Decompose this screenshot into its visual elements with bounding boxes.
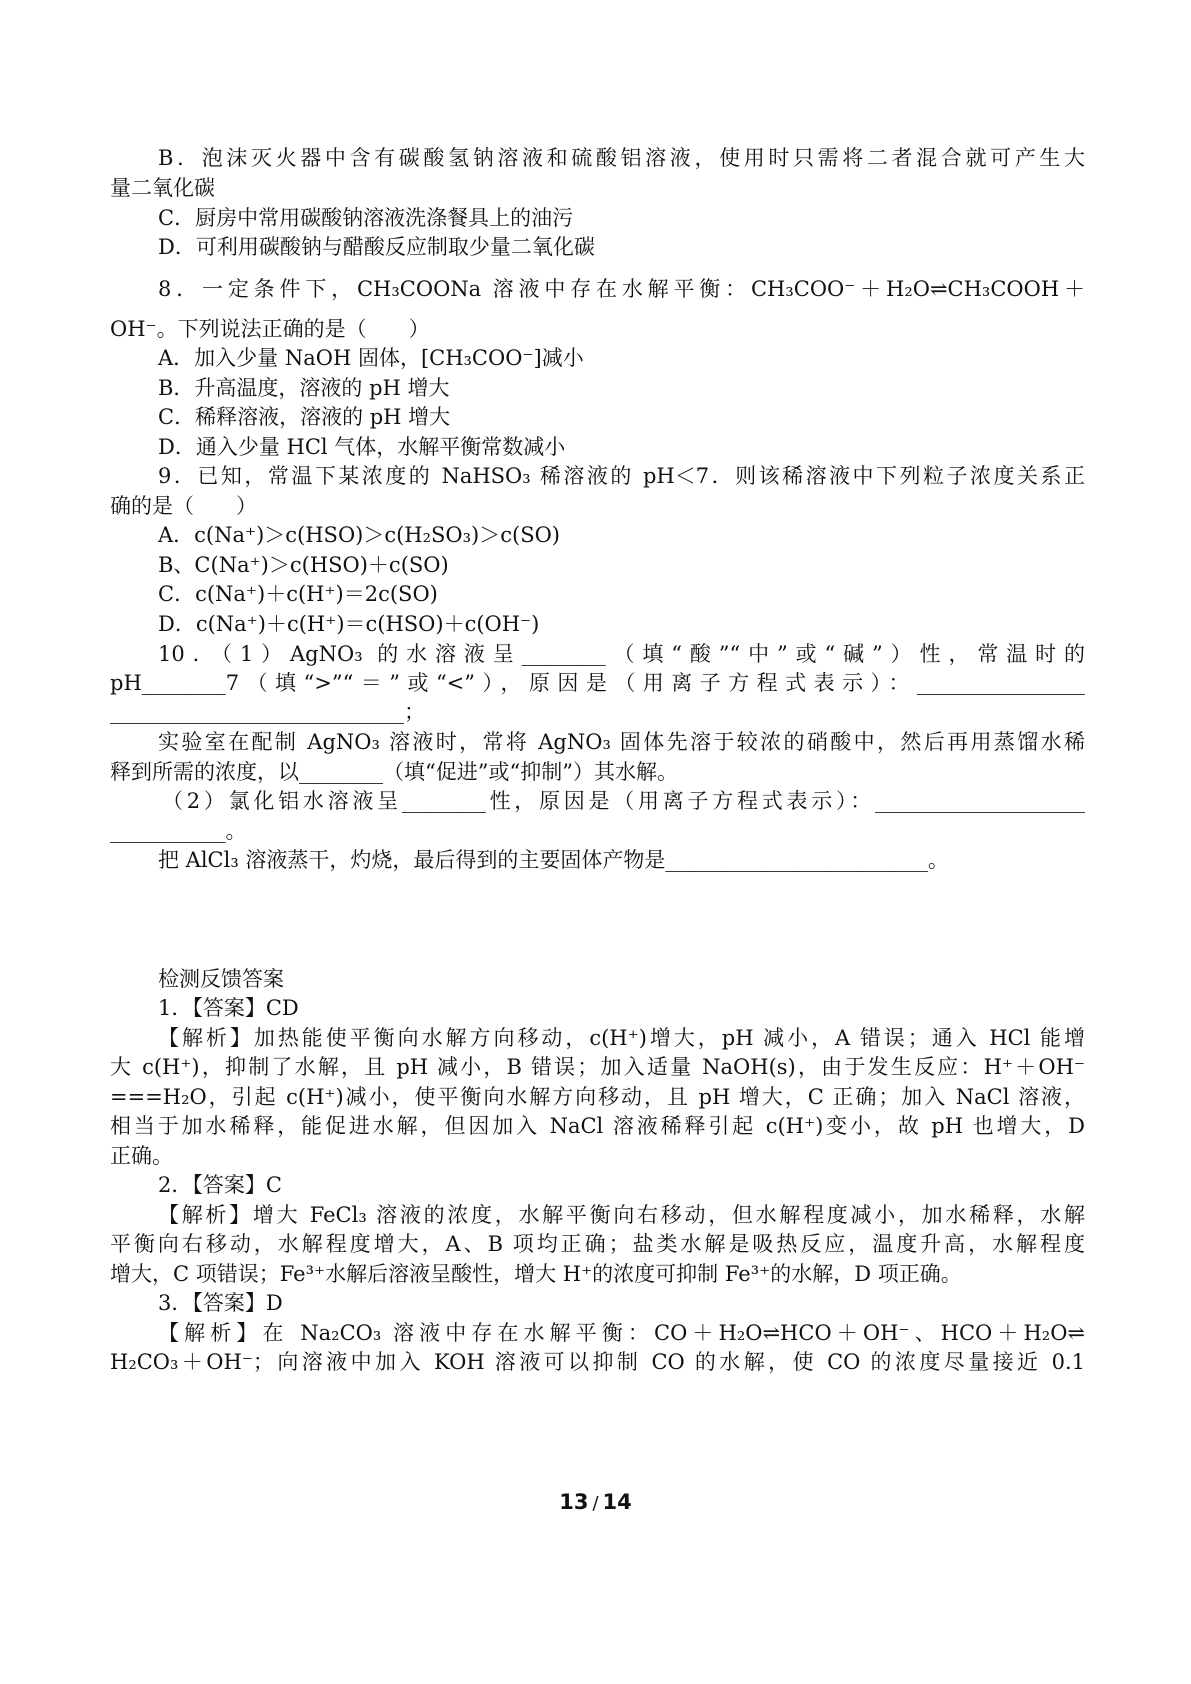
page-number bbox=[0, 1490, 1191, 1514]
text-line: ===H₂O，引起 c(H⁺)减小，使平衡向水解方向移动，且 pH 增大，C 正确；加入 NaCl 溶液， bbox=[110, 1085, 1085, 1109]
text-line: 10．（1）AgNO₃ 的水溶液呈________（填“酸”“中”或“碱”）性，常温时的 bbox=[158, 642, 1085, 666]
page-separator: / bbox=[592, 1493, 599, 1514]
text-line: OH⁻。下列说法正确的是（ ） bbox=[110, 317, 430, 341]
text-line: C．稀释溶液，溶液的 pH 增大 bbox=[158, 405, 451, 429]
section-heading: 检测反馈答案 bbox=[158, 967, 284, 991]
text-line: 实验室在配制 AgNO₃ 溶液时，常将 AgNO₃ 固体先溶于较浓的硝酸中，然后再用蒸馏水稀 bbox=[158, 730, 1085, 754]
text-line: 3．【答案】D bbox=[158, 1291, 283, 1315]
text-line: D．通入少量 HCl 气体，水解平衡常数减小 bbox=[158, 435, 566, 459]
page-total: 14 bbox=[602, 1490, 632, 1514]
text-line: H₂CO₃＋OH⁻；向溶液中加入 KOH 溶液可以抑制 CO 的水解，使 CO 的浓度尽量接近 0.1 bbox=[110, 1350, 1085, 1374]
text-line: A．加入少量 NaOH 固体，[CH₃COO⁻]减小 bbox=[158, 346, 584, 370]
text-line: B．泡沫灭火器中含有碳酸氢钠溶液和硫酸铝溶液，使用时只需将二者混合就可产生大 bbox=[158, 146, 1085, 170]
text-line: B、C(Na⁺)＞c(HSO)＋c(SO) bbox=[158, 553, 449, 577]
text-line: 2．【答案】C bbox=[158, 1173, 282, 1197]
page-current: 13 bbox=[559, 1490, 589, 1514]
text-line: C．厨房中常用碳酸钠溶液洗涤餐具上的油污 bbox=[158, 206, 574, 230]
text-line: A．c(Na⁺)＞c(HSO)＞c(H₂SO₃)＞c(SO) bbox=[158, 523, 561, 547]
text-line: 【解析】加热能使平衡向水解方向移动，c(H⁺)增大，pH 减小，A 错误；通入 HCl 能增 bbox=[158, 1026, 1085, 1050]
text-line: 量二氧化碳 bbox=[110, 176, 215, 200]
text-line: 释到所需的浓度，以________（填“促进”或“抑制”）其水解。 bbox=[110, 760, 678, 784]
text-line: B．升高温度，溶液的 pH 增大 bbox=[158, 376, 450, 400]
text-line: （2）氯化铝水溶液呈________性，原因是（用离子方程式表示）：____________________ bbox=[162, 789, 1085, 813]
text-line: 9．已知，常温下某浓度的 NaHSO₃ 稀溶液的 pH＜7．则该稀溶液中下列粒子浓度关系正 bbox=[158, 464, 1085, 488]
text-line: 平衡向右移动，水解程度增大，A、B 项均正确；盐类水解是吸热反应，温度升高，水解程度 bbox=[110, 1232, 1085, 1256]
text-line: 8．一定条件下，CH₃COONa 溶液中存在水解平衡：CH₃COO⁻＋H₂O⇌CH₃COOH＋ bbox=[158, 277, 1085, 301]
text-line: 【解析】在 Na₂CO₃ 溶液中存在水解平衡：CO＋H₂O⇌HCO＋OH⁻、HCO＋H₂O⇌ bbox=[158, 1321, 1085, 1345]
text-line: 增大，C 项错误；Fe³⁺水解后溶液呈酸性，增大 H⁺的浓度可抑制 Fe³⁺的水解，D 项正确。 bbox=[110, 1262, 962, 1286]
text-line: ___________。 bbox=[110, 819, 247, 843]
text-line: 【解析】增大 FeCl₃ 溶液的浓度，水解平衡向右移动，但水解程度减小，加水稀释，水解 bbox=[158, 1203, 1085, 1227]
text-line: D．c(Na⁺)＋c(H⁺)＝c(HSO)＋c(OH⁻) bbox=[158, 612, 540, 636]
text-line: 把 AlCl₃ 溶液蒸干，灼烧，最后得到的主要固体产物是_________________________。 bbox=[158, 848, 949, 872]
text-line: pH________7（填“>”“＝”或“<”），原因是（用离子方程式表示）：________________ bbox=[110, 671, 1085, 695]
text-line: D．可利用碳酸钠与醋酸反应制取少量二氧化碳 bbox=[158, 235, 595, 259]
text-line: 正确。 bbox=[110, 1144, 173, 1168]
text-line: 1．【答案】CD bbox=[158, 996, 299, 1020]
text-line: C．c(Na⁺)＋c(H⁺)＝2c(SO) bbox=[158, 582, 438, 606]
text-line: 大 c(H⁺)，抑制了水解，且 pH 减小，B 错误；加入适量 NaOH(s)，由于发生反应：H⁺＋OH⁻ bbox=[110, 1055, 1085, 1079]
text-line: ____________________________； bbox=[110, 700, 425, 724]
text-line: 相当于加水稀释，能促进水解，但因加入 NaCl 溶液稀释引起 c(H⁺)变小，故 pH 也增大，D bbox=[110, 1114, 1085, 1138]
text-line: 确的是（ ） bbox=[110, 494, 257, 518]
